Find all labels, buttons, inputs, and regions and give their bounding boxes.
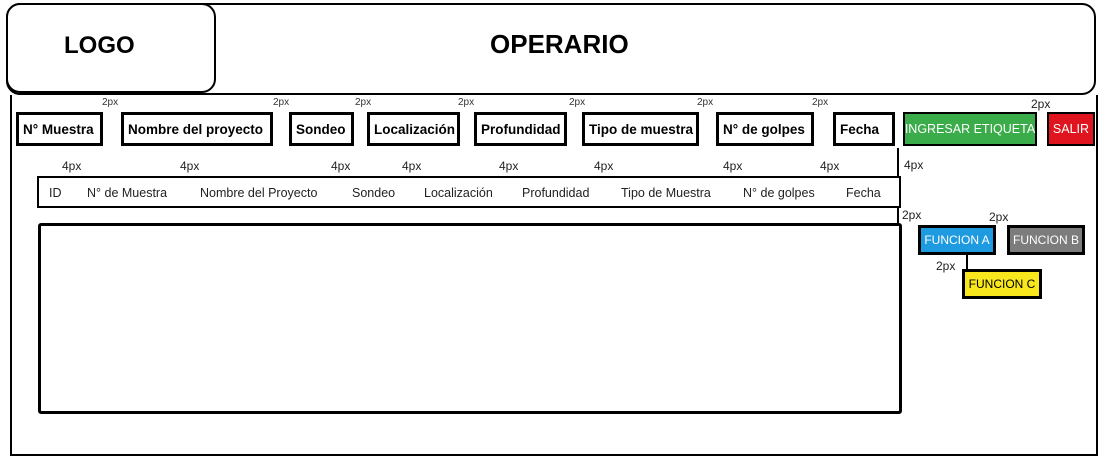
field-fecha[interactable]: Fecha <box>833 112 895 146</box>
spacing-note: 4px <box>331 159 351 173</box>
field-numero-muestra[interactable]: N° Muestra <box>16 112 103 146</box>
table-header-fecha: Fecha <box>846 186 881 200</box>
table-header-numero-golpes: N° de golpes <box>743 186 815 200</box>
spacing-note: 4px <box>499 159 519 173</box>
table-header-profundidad: Profundidad <box>522 186 590 200</box>
salir-button[interactable]: SALIR <box>1047 112 1095 146</box>
ingresar-etiqueta-button[interactable]: INGRESAR ETIQUETA <box>903 112 1037 146</box>
field-localizacion[interactable]: Localización <box>367 112 460 146</box>
spacing-note: 2px <box>355 97 372 108</box>
logo: LOGO <box>64 32 135 59</box>
connector-line <box>897 148 899 176</box>
spacing-note: 4px <box>402 159 422 173</box>
table-header-localizacion: Localización <box>424 186 493 200</box>
connector-line <box>897 208 899 223</box>
field-profundidad[interactable]: Profundidad <box>474 112 567 146</box>
field-nombre-proyecto[interactable]: Nombre del proyecto <box>121 112 273 146</box>
spacing-note: 2px <box>273 97 290 108</box>
spacing-note: 4px <box>723 159 743 173</box>
spacing-note: 2px <box>569 97 586 108</box>
field-tipo-muestra[interactable]: Tipo de muestra <box>582 112 699 146</box>
table-header-nombre-proyecto: Nombre del Proyecto <box>200 186 318 200</box>
data-table-area[interactable] <box>38 223 902 414</box>
spacing-note: 4px <box>594 159 614 173</box>
spacing-note: 2px <box>458 97 475 108</box>
spacing-note: 4px <box>820 159 840 173</box>
table-header-tipo-muestra: Tipo de Muestra <box>621 186 711 200</box>
field-numero-golpes[interactable]: N° de golpes <box>716 112 814 146</box>
table-header-sondeo: Sondeo <box>352 186 396 200</box>
spacing-note: 4px <box>62 159 82 173</box>
spacing-note: 4px <box>180 159 200 173</box>
funcion-b-button[interactable]: FUNCION B <box>1007 225 1085 255</box>
spacing-note: 2px <box>936 259 956 273</box>
funcion-c-button[interactable]: FUNCION C <box>962 269 1042 299</box>
spacing-note: 2px <box>1031 97 1051 111</box>
spacing-note: 2px <box>812 97 829 108</box>
table-header-id: ID <box>49 186 62 200</box>
spacing-note: 2px <box>989 210 1009 224</box>
funcion-a-button[interactable]: FUNCION A <box>918 225 996 255</box>
spacing-note: 2px <box>697 97 714 108</box>
page-title: OPERARIO <box>490 29 629 59</box>
field-sondeo[interactable]: Sondeo <box>289 112 354 146</box>
connector-line <box>966 255 968 269</box>
table-header-numero-muestra: N° de Muestra <box>87 186 168 200</box>
spacing-note: 4px <box>904 158 924 172</box>
spacing-note: 2px <box>902 208 922 222</box>
spacing-note: 2px <box>102 97 119 108</box>
